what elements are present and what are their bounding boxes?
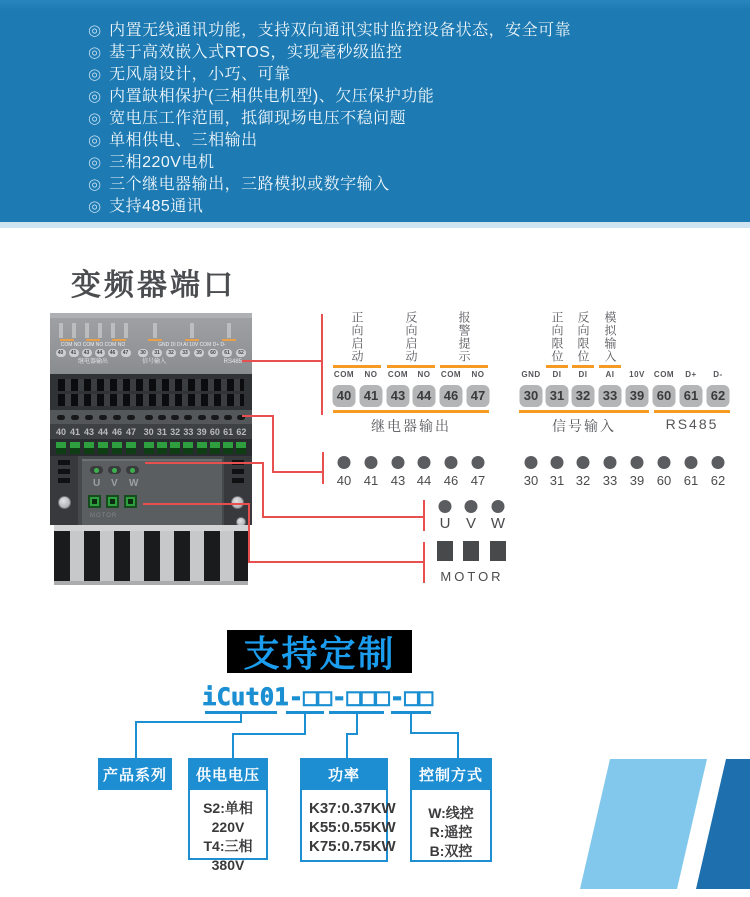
feature-text: 内置缺相保护(三相供电机型)、欠压保护功能 [109,88,435,105]
connector-line [321,314,323,415]
pin-label: NO [364,370,378,379]
bullet-icon: ◎ [88,154,102,171]
device-number-row: 40 41 43 44 46 47 30 31 32 33 39 60 61 62 [50,424,252,439]
device-uvw-label: U [93,478,101,489]
option-box-title: 供电电压 [195,766,260,784]
plate-terminal-ovals: 30 31 32 33 39 60 61 62 [136,349,248,358]
bullet-icon: ◎ [88,176,102,193]
option-line: K55:0.55KW [309,819,396,836]
terminal-badge: 62 [707,385,730,407]
function-label: 反向启动 [404,311,418,363]
orange-underline [333,365,381,368]
pin-label: COM [653,370,675,379]
function-label: 报警提示 [457,311,471,363]
feature-item [88,108,571,130]
model-connector [135,721,137,758]
feature-text: 三个继电器输出，三路模拟或数字输入 [109,176,390,193]
feature-panel [0,0,750,222]
device-label-plate [50,318,252,374]
terminal-badge: 33 [599,385,622,407]
customization-badge-text: 支持定制 [243,633,396,674]
pin-dot [445,456,458,469]
model-number: iCut01-□□-□□□-□□ [202,683,434,711]
device-terminal-blocks [50,439,252,456]
terminal-badge: 43 [387,385,410,407]
page-title: 变频器端口 [71,269,236,302]
model-connector [232,733,306,735]
feature-item [88,20,571,42]
connector-line [322,452,324,484]
pin-label: D+ [685,370,697,379]
device-uvw-label: V [111,478,118,489]
pin-dot [577,456,590,469]
connector-line [145,462,264,464]
model-connector [410,713,412,734]
motor-terminal [437,541,453,561]
device-led-row [50,410,252,424]
connector-line [248,503,250,563]
pin-label: COM [333,370,355,379]
pin-label: D- [713,370,723,379]
pin-number: 39 [629,473,645,488]
motor-caption: MOTOR [440,569,504,584]
bullet-icon: ◎ [88,110,102,127]
pin-number: 47 [470,473,486,488]
device-motor-panel [82,459,222,527]
bullet-icon: ◎ [88,198,102,215]
group-underline [519,410,649,413]
uvw-label: W [490,515,506,532]
pin-label: GND [521,370,541,379]
pin-number: 62 [710,473,726,488]
pin-number: 40 [336,473,352,488]
pin-label: AI [605,370,615,379]
option-box-power [300,758,388,790]
pin-number: 61 [683,473,699,488]
pin-dot [658,456,671,469]
decorative-parallelogram-dark [696,759,750,889]
option-line: B:双控 [429,843,473,859]
terminal-badge: 61 [680,385,703,407]
pin-number: 32 [575,473,591,488]
connector-line [423,542,425,583]
terminal-badge: 32 [572,385,595,407]
option-box-title: 产品系列 [102,766,167,784]
feature-text: 支持485通讯 [109,198,204,215]
pin-number: 43 [390,473,406,488]
plate-pin-row: GND DI DI AI 10V COM D+ D- [158,342,226,348]
pin-number: 33 [602,473,618,488]
pin-label: DI [578,370,588,379]
orange-underline [572,365,594,368]
option-box-control-body [410,790,492,862]
option-line: S2:单相220V [203,800,253,835]
model-connector [346,733,348,758]
pin-dot [392,456,405,469]
screw-icon [58,496,71,509]
terminal-badge: 60 [653,385,676,407]
bullet-icon: ◎ [88,66,102,83]
pin-dot [525,456,538,469]
pin-number: 31 [549,473,565,488]
option-box-title: 控制方式 [418,766,483,784]
option-line: T4:三相380V [203,838,253,873]
connector-line [262,462,264,518]
uvw-dot [465,500,478,513]
feature-text: 内置无线通讯功能，支持双向通讯实时监控设备状态，安全可靠 [109,22,572,39]
pin-dot [712,456,725,469]
group-caption: 信号输入 [552,418,616,434]
pin-dot [472,456,485,469]
pin-label: COM [440,370,462,379]
pin-label: NO [417,370,431,379]
connector-line [262,516,424,518]
feature-list [88,20,571,218]
decorative-parallelogram-light [580,759,707,889]
connector-line [248,561,424,563]
feature-text: 宽电压工作范围，抵御现场电压不稳问题 [109,110,407,127]
terminal-badge: 46 [440,385,463,407]
connector-line [272,415,274,473]
uvw-label: U [439,515,451,532]
option-line: K75:0.75KW [309,838,396,855]
plate-caption: RS485 [223,359,242,365]
bullet-icon: ◎ [88,22,102,39]
pin-dot [365,456,378,469]
option-box-voltage-body [188,790,268,873]
option-box-voltage [188,758,268,790]
bullet-icon: ◎ [88,88,102,105]
feature-item [88,64,571,86]
feature-item [88,86,571,108]
model-connector [410,732,459,734]
feature-item [88,42,571,64]
bullet-icon: ◎ [88,132,102,149]
terminal-badge: 31 [546,385,569,407]
pin-label: NO [471,370,485,379]
group-caption: 继电器输出 [371,418,451,434]
feature-text: 基于高效嵌入式RTOS，实现毫秒级监控 [109,44,403,61]
terminal-badge: 40 [333,385,356,407]
feature-item [88,196,571,218]
plate-caption: 继电器输出 [77,359,108,365]
plate-pin-row: COM NO COM NO COM NO [60,342,126,348]
feature-text: 单相供电、三相输出 [109,132,258,149]
option-box-control [410,758,492,790]
uvw-dot [492,500,505,513]
function-label: 正向限位 [550,311,564,363]
option-box-power-body [300,790,396,862]
motor-terminal [463,541,479,561]
model-connector [304,713,306,735]
pin-number: 60 [656,473,672,488]
pin-dot [685,456,698,469]
terminal-badge: 39 [626,385,649,407]
uvw-dot [439,500,452,513]
device-uvw-label: W [129,478,139,489]
model-connector [457,732,459,758]
group-caption: RS485 [665,416,719,432]
function-label: 模拟输入 [603,311,617,363]
connector-line [143,503,250,505]
pin-number: 41 [363,473,379,488]
uvw-label: V [465,515,477,532]
plate-relay-group [54,321,132,366]
pin-dot [551,456,564,469]
plate-vertical-labels [136,321,248,338]
model-connector [135,721,242,723]
feature-item [88,174,571,196]
pin-number: 44 [416,473,432,488]
option-box-series [98,758,172,790]
device-heatsink [54,525,248,585]
feature-text: 三相220V电机 [109,154,215,171]
connector-line [242,360,322,362]
customization-badge [227,630,412,673]
feature-item [88,130,571,152]
option-line: R:遥控 [429,824,473,840]
plate-signal-group [136,321,248,366]
terminal-badge: 30 [520,385,543,407]
model-connector [232,733,234,758]
pin-dot [631,456,644,469]
device-motor-label: MOTOR [90,513,118,519]
option-line: W:线控 [428,805,474,821]
motor-terminal [490,541,506,561]
group-underline [333,410,489,413]
option-box-title: 功率 [327,766,360,784]
function-label: 正向启动 [350,311,364,363]
pin-dot [604,456,617,469]
bullet-icon: ◎ [88,44,102,61]
pin-label: DI [552,370,562,379]
connector-line [423,500,425,531]
plate-vertical-labels [54,321,132,338]
plate-terminal-ovals: 40 41 43 44 46 47 [54,349,132,358]
connector-line [242,415,274,417]
function-label: 反向限位 [576,311,590,363]
pin-dot [418,456,431,469]
terminal-badge: 47 [467,385,490,407]
orange-underline [599,365,621,368]
feature-item [88,152,571,174]
option-line: K37:0.37KW [309,800,396,817]
orange-underline [546,365,568,368]
model-connector [356,713,358,735]
connector-line [272,471,323,473]
pin-label: 10V [629,370,645,379]
orange-underline [440,365,488,368]
pin-label: COM [387,370,409,379]
terminal-badge: 44 [413,385,436,407]
group-underline [654,410,730,413]
terminal-badge: 41 [360,385,383,407]
orange-underline [387,365,435,368]
pin-number: 46 [443,473,459,488]
feature-text: 无风扇设计，小巧、可靠 [109,66,291,83]
plate-caption: 信号输入 [142,359,167,365]
pin-number: 30 [523,473,539,488]
device-photo [50,313,252,588]
pin-dot [338,456,351,469]
panel-divider [0,222,750,228]
device-vent-slots [50,374,252,410]
